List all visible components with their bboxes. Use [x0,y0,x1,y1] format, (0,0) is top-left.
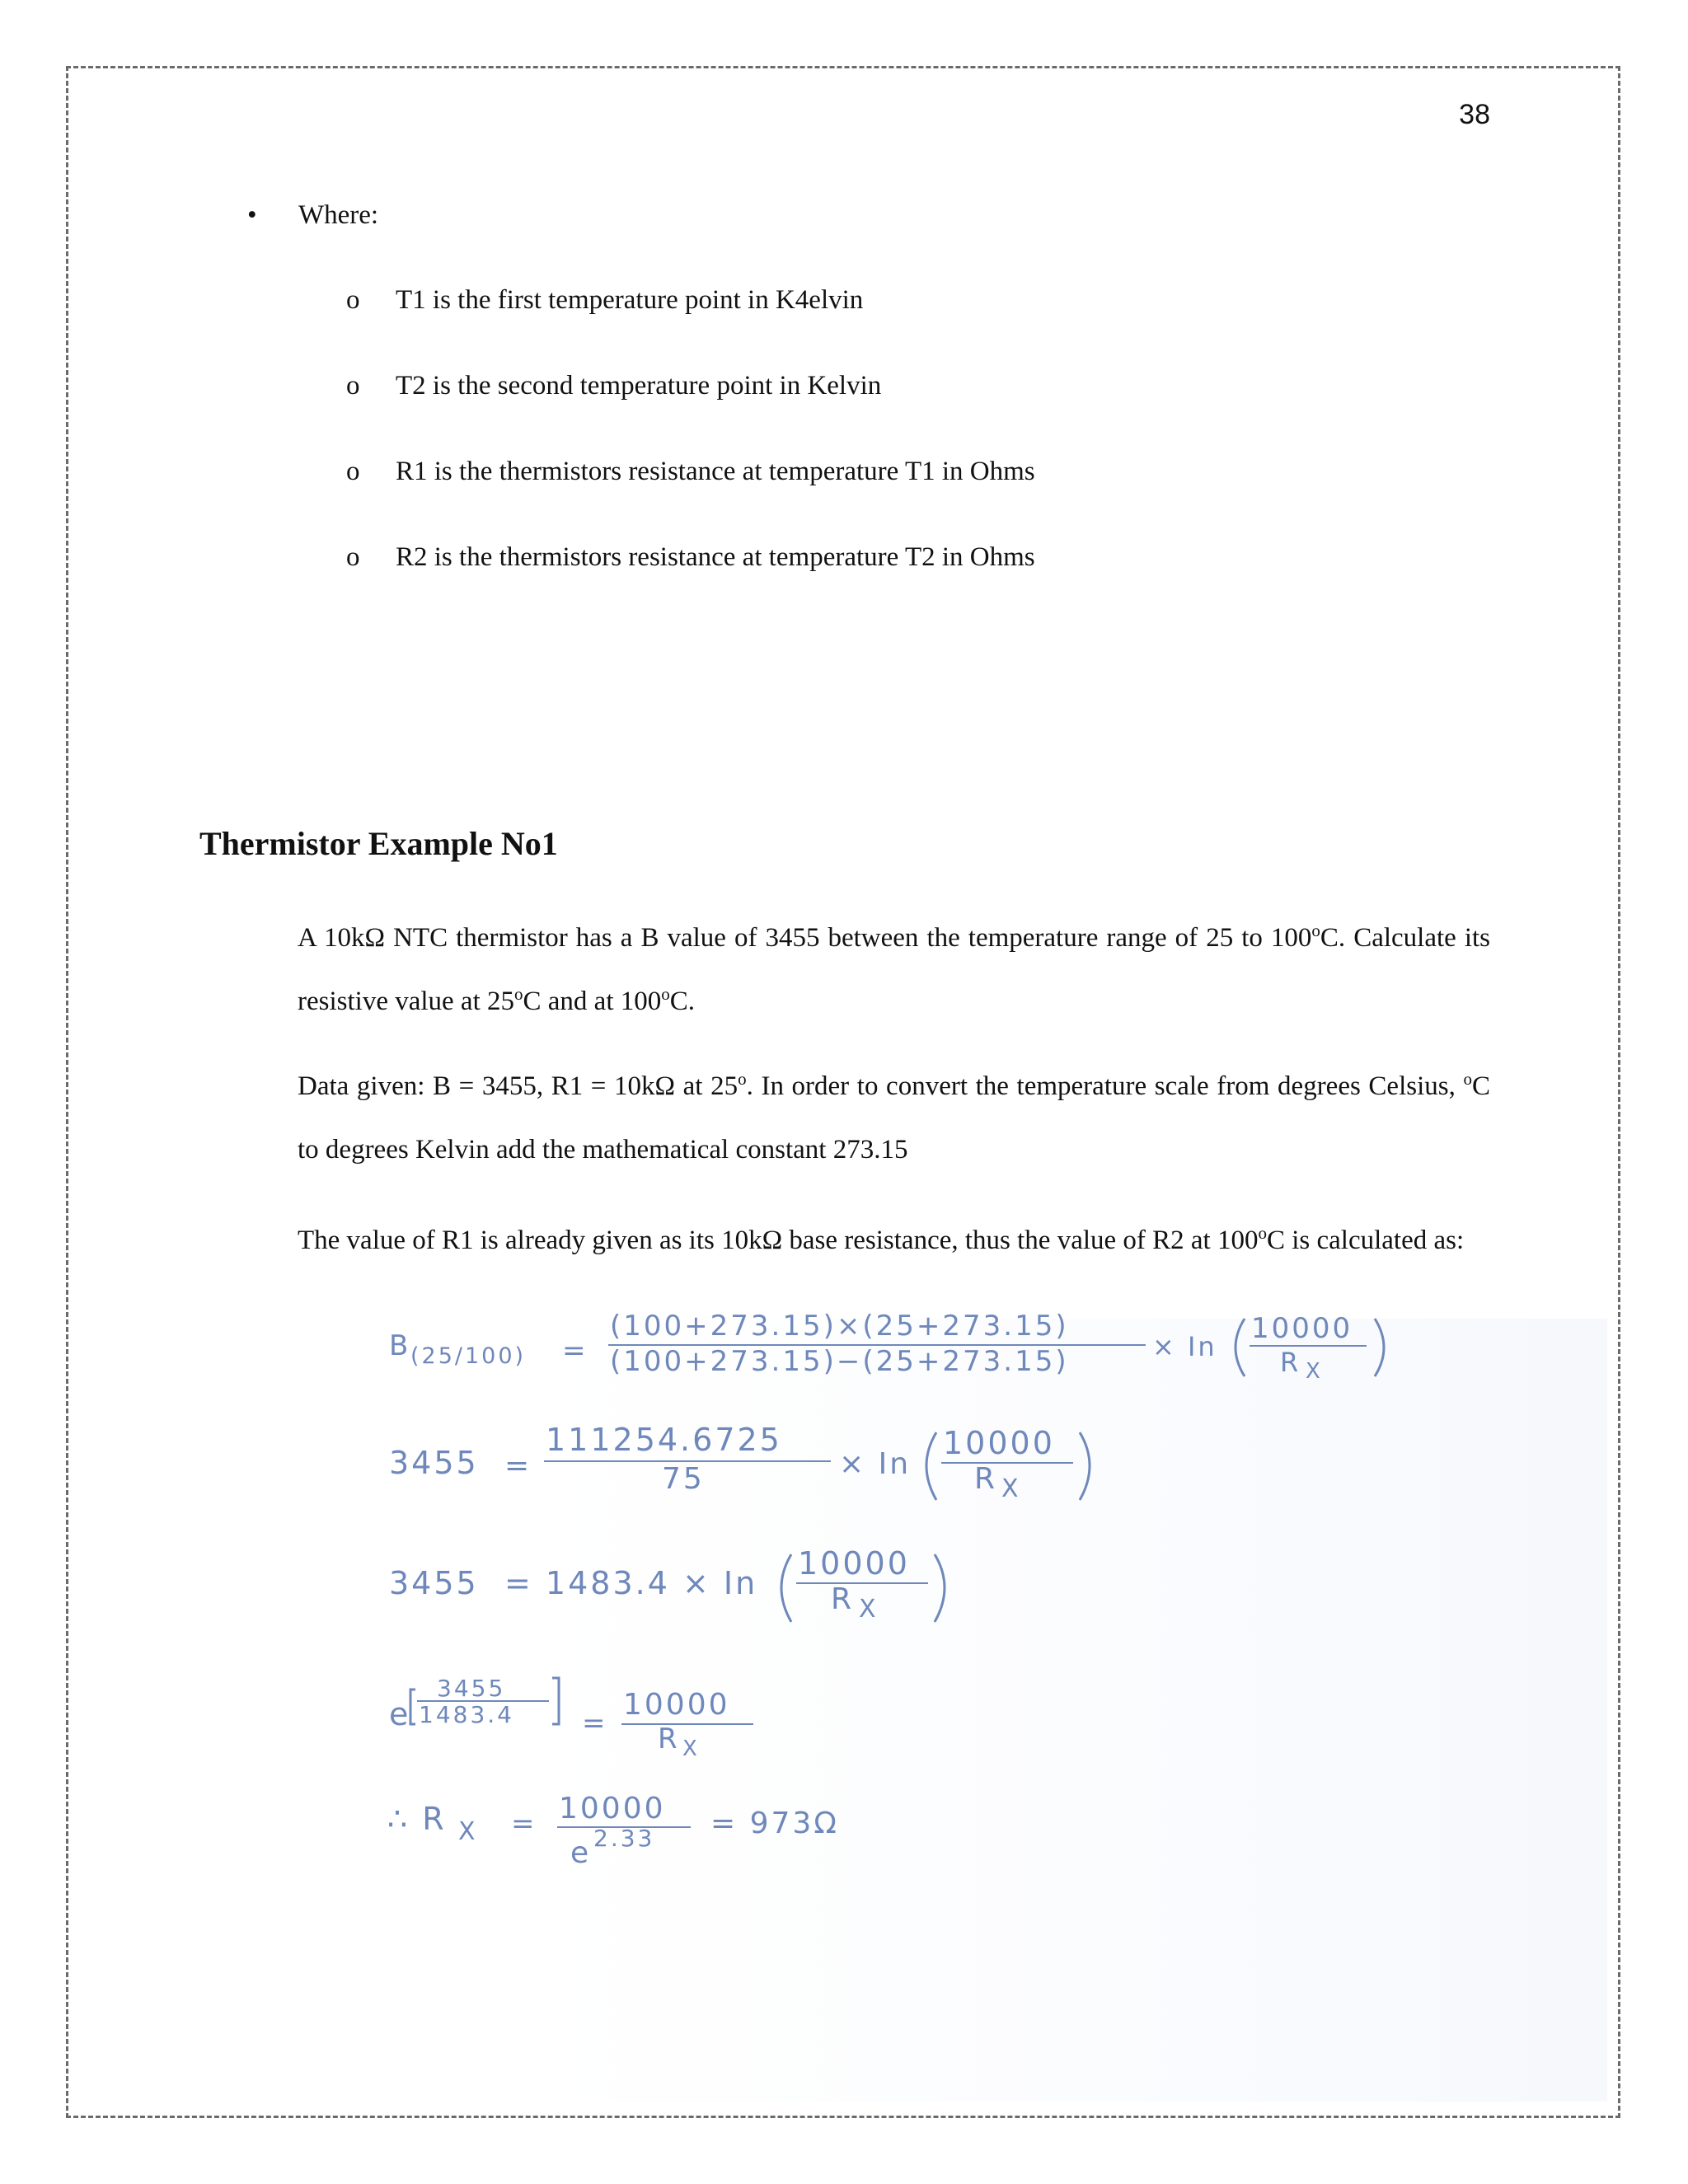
bullet-dot-icon: • [247,200,257,230]
list-item-text: T1 is the first temperature point in K4elvin [396,285,864,315]
eq3-open-paren-icon [781,1554,791,1622]
eq4-frac-numerator: 10000 [623,1688,730,1722]
eq1-frac-numerator: 10000 [1251,1312,1353,1345]
list-item-text: R2 is the thermistors resistance at temperature T2 in Ohms [396,542,1035,572]
equation-5 [387,1792,839,1870]
data-given-paragraph [298,1055,1490,1182]
eq2-close-paren-icon [1080,1432,1090,1500]
eq2-denominator: 75 [662,1462,705,1496]
list-item-text: T2 is the second temperature point in Kelvin [396,371,882,401]
eq4-equals: = [582,1707,608,1740]
eq3-frac-numerator: 10000 [798,1545,910,1582]
eq2-open-paren-icon [926,1432,936,1500]
problem-line-1: A 10kΩ NTC thermistor has a B value of 3455 between the temperature range of 25 to 100$^o$C. Calculate its [298,921,1491,953]
eq5-frac-denominator: e [570,1836,592,1870]
calculation-intro: The value of R1 is already given as its 10kΩ base resistance, thus the value of R2 at 100$^o$C is calculated as: [298,1223,1465,1255]
eq1-frac-denominator: R [1280,1347,1301,1378]
eq5-lhs: ∴ R [387,1801,447,1837]
eq1-times-ln: × In [1152,1331,1217,1362]
eq3-lhs: 3455 [389,1565,479,1601]
eq4-frac-denominator: R [658,1722,680,1755]
list-item-text: R1 is the thermistors resistance at temperature T1 in Ohms [396,457,1035,486]
eq1-lhs: B [389,1329,411,1362]
data-given-line-1: Data given: B = 3455, R1 = 10kΩ at 25$^o$. In order to convert the temperature scale from degrees Celsius, $^o$C [298,1069,1490,1101]
list-marker-icon: o [346,371,360,401]
page-number: 38 [1459,99,1490,130]
equation-3 [389,1545,945,1624]
eq1-frac-denominator-subscript: X [1306,1359,1323,1384]
eq3-frac-denominator: R [831,1582,855,1616]
eq1-open-paren-icon [1236,1319,1245,1376]
equation-block [379,1294,1451,1887]
equation-4 [389,1675,753,1761]
eq2-numerator: 111254.6725 [546,1422,782,1458]
eq5-frac-numerator: 10000 [559,1792,666,1825]
eq5-frac-denominator-exponent: 2.33 [593,1825,655,1852]
equation-1 [389,1310,1384,1384]
eq1-numerator: (100+273.15)×(25+273.15) [610,1310,1069,1343]
eq2-frac-numerator: 10000 [943,1425,1055,1461]
list-marker-icon: o [346,457,360,486]
eq4-base: e [389,1696,411,1732]
eq3-rhs: = 1483.4 × In [504,1565,758,1601]
eq5-lhs-subscript: X [458,1817,478,1846]
eq3-close-paren-icon [935,1554,945,1622]
section-heading: Thermistor Example No1 [199,825,558,862]
problem-paragraph [298,907,1490,1033]
eq5-result: = 973Ω [710,1807,839,1840]
eq4-close-bracket-icon [552,1678,559,1724]
eq4-frac-denominator-subscript: X [682,1736,700,1761]
eq5-equals: = [511,1807,537,1840]
eq1-lhs-subscript: (25/100) [410,1343,527,1369]
list-marker-icon: o [346,285,360,315]
data-given-line-2: to degrees Kelvin add the mathematical constant 273.15 [298,1135,908,1165]
eq4-exp-denominator: 1483.4 [419,1701,514,1728]
equation-2 [389,1422,1090,1503]
where-label: Where: [298,200,379,230]
eq3-frac-denominator-subscript: X [859,1595,879,1624]
eq1-equals: = [562,1334,588,1367]
eq2-lhs: 3455 [389,1445,479,1481]
list-marker-icon: o [346,542,360,572]
eq2-frac-denominator: R [974,1462,998,1496]
eq2-times-ln: × In [839,1447,912,1481]
eq2-frac-denominator-subscript: X [1001,1474,1021,1503]
eq4-exp-numerator: 3455 [437,1675,506,1702]
problem-line-2: resistive value at 25$^o$C and at 100$^o$C. [298,984,696,1016]
eq2-equals: = [504,1449,532,1483]
eq1-close-paren-icon [1375,1319,1384,1376]
eq4-open-bracket-icon [410,1690,415,1724]
eq1-denominator: (100+273.15)−(25+273.15) [610,1345,1069,1378]
